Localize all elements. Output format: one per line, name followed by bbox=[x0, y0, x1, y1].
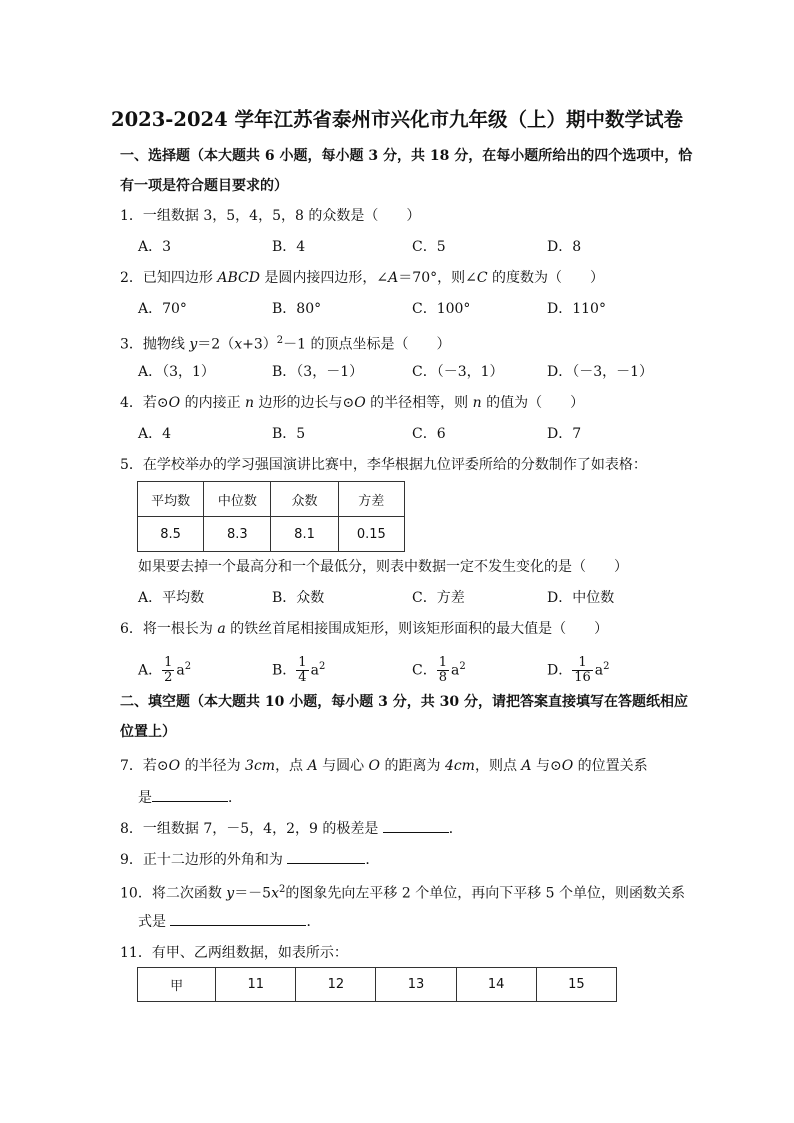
q7-answer-blank[interactable] bbox=[152, 787, 228, 802]
q11-data-table bbox=[137, 967, 617, 1002]
q6-option-a-fraction: $\frac{1}{2}$ bbox=[164, 655, 173, 686]
q5-header-variance: 方差 bbox=[338, 482, 404, 517]
q11-cell: 15 bbox=[536, 968, 616, 1002]
section2-heading-line1: 二、填空题（本大题共 10 小题，每小题 3 分，共 30 分，请把答案直接填写在答题纸相应 bbox=[120, 694, 688, 710]
q1-stem: 1．一组数据 3，5，4，5，8 的众数是（ ） bbox=[120, 208, 421, 224]
q10-line1: 10．将二次函数 $y=-5x^2$的图象先向左平移 2 个单位，再向下平移 5 个单位，则函数关系 bbox=[120, 884, 686, 902]
q6-option-a: A． $\frac{1}{2}$ $a^2$ bbox=[138, 655, 192, 686]
q5-header-median: 中位数 bbox=[204, 482, 271, 517]
q5-header-mode: 众数 bbox=[271, 482, 338, 517]
q2-option-b: B．80° bbox=[272, 301, 322, 317]
q5-value-mode: 8.1 bbox=[271, 517, 338, 552]
q2-stem: 2．已知四边形 ABCD 是圆内接四边形，∠A＝70°，则∠C 的度数为（ ） bbox=[120, 270, 604, 286]
q6-option-c: C． $\frac{1}{8}$ $a^2$ bbox=[412, 655, 466, 686]
q7-line1: 7．若⊙O 的半径为 3cm，点 A 与圆心 O 的距离为 4cm，则点 A 与⊙O 的位置关系 bbox=[120, 758, 648, 774]
q3-option-a: A．（3，1） bbox=[138, 364, 215, 380]
q4-option-b: B．5 bbox=[272, 426, 306, 442]
q6-stem: 6．将一根长为 a 的铁丝首尾相接围成矩形，则该矩形面积的最大值是（ ） bbox=[120, 621, 609, 637]
q5-header-mean: 平均数 bbox=[138, 482, 204, 517]
q4-option-d: D．7 bbox=[547, 426, 582, 442]
q5-option-c: C．方差 bbox=[412, 590, 465, 606]
q4-stem: 4．若⊙O 的内接正 n 边形的边长与⊙O 的半径相等，则 n 的值为（ ） bbox=[120, 395, 585, 411]
exam-title: 2023-2024 学年江苏省泰州市兴化市九年级（上）期中数学试卷 bbox=[111, 108, 683, 131]
q5-option-a: A．平均数 bbox=[138, 590, 205, 606]
q1-option-b: B．4 bbox=[272, 239, 306, 255]
q5-value-median: 8.3 bbox=[204, 517, 271, 552]
q6-option-b-fraction: $\frac{1}{4}$ bbox=[298, 655, 307, 686]
q5-stem: 5．在学校举办的学习强国演讲比赛中，李华根据九位评委所给的分数制作了如表格： bbox=[120, 457, 647, 473]
q2-option-d: D．110° bbox=[547, 301, 606, 317]
q11-cell: 11 bbox=[216, 968, 296, 1002]
q10-line2: 式是 ． bbox=[138, 911, 320, 932]
q9-answer-blank[interactable] bbox=[287, 849, 365, 864]
q7-line2: 是 ． bbox=[138, 787, 242, 808]
q4-option-a: A．4 bbox=[138, 426, 172, 442]
q5-value-variance: 0.15 bbox=[338, 517, 404, 552]
q3-stem: 3．抛物线 $y=2(x+3)^2-1$ 的顶点坐标是（ ） bbox=[120, 335, 451, 353]
q5-option-d: D．中位数 bbox=[547, 590, 615, 606]
section1-heading-line1: 一、选择题（本大题共 6 小题，每小题 3 分，共 18 分，在每小题所给出的四个选项中，恰 bbox=[120, 148, 693, 164]
q10-answer-blank[interactable] bbox=[170, 911, 306, 926]
q9-line: 9．正十二边形的外角和为 ． bbox=[120, 849, 379, 870]
q4-option-c: C．6 bbox=[412, 426, 446, 442]
q3-option-c: C．（－3，1） bbox=[412, 364, 504, 380]
q8-line: 8．一组数据 7，－5，4，2，9 的极差是 ． bbox=[120, 818, 463, 839]
q1-option-c: C．5 bbox=[412, 239, 446, 255]
q1-option-a: A．3 bbox=[138, 239, 172, 255]
q11-cell: 13 bbox=[376, 968, 456, 1002]
q6-option-c-fraction: $\frac{1}{8}$ bbox=[438, 655, 447, 686]
q2-option-a: A．70° bbox=[138, 301, 187, 317]
q5-follow-up: 如果要去掉一个最高分和一个最低分，则表中数据一定不发生变化的是（ ） bbox=[138, 559, 628, 575]
q11-cell: 14 bbox=[456, 968, 536, 1002]
section2-heading-line2: 位置上） bbox=[120, 724, 176, 740]
q5-value-mean: 8.5 bbox=[138, 517, 204, 552]
q1-option-d: D．8 bbox=[547, 239, 582, 255]
q8-answer-blank[interactable] bbox=[383, 818, 449, 833]
q11-cell: 12 bbox=[296, 968, 376, 1002]
q6-option-d-fraction: $\frac{1}{16}$ bbox=[574, 655, 591, 686]
q11-stem: 11．有甲、乙两组数据，如表所示： bbox=[120, 945, 348, 961]
q11-row-label-jia: 甲 bbox=[138, 968, 216, 1002]
q5-option-b: B．众数 bbox=[272, 590, 325, 606]
section1-heading-line2: 有一项是符合题目要求的） bbox=[120, 178, 288, 194]
q6-option-d: D． $\frac{1}{16}$ $a^2$ bbox=[547, 655, 610, 686]
q2-option-c: C．100° bbox=[412, 301, 471, 317]
q3-option-b: B．（3，－1） bbox=[272, 364, 364, 380]
q6-option-b: B． $\frac{1}{4}$ $a^2$ bbox=[272, 655, 326, 686]
q5-stats-table bbox=[137, 481, 405, 552]
q3-option-d: D．（－3，－1） bbox=[547, 364, 654, 380]
